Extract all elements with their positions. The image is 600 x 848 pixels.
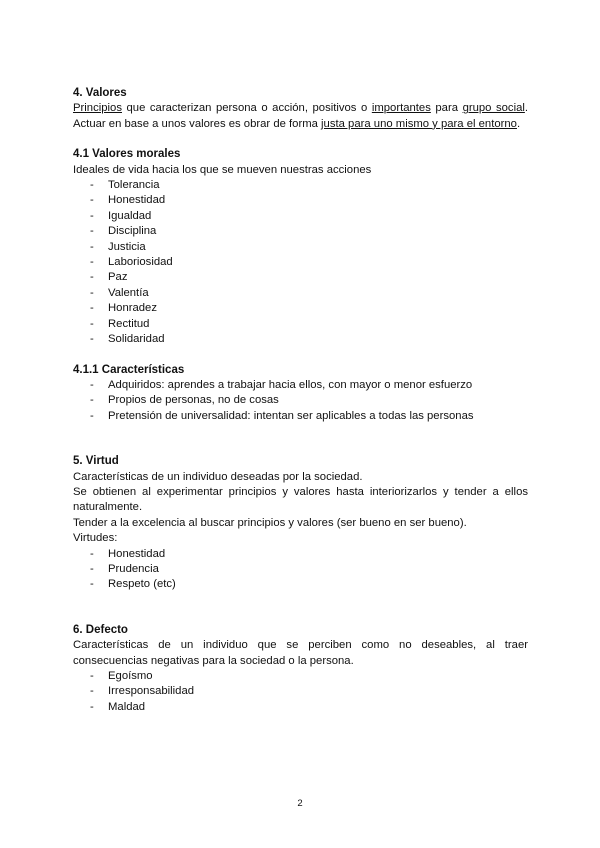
list-item: - Tolerancia (73, 178, 528, 193)
list-item: - Pretensión de universalidad: intentan ser aplicables a todas las personas (73, 409, 528, 424)
list-item: - Honradez (73, 301, 528, 316)
defectos-list (73, 669, 528, 715)
section-4-1-intro: Ideales de vida hacia los que se mueven nuestras acciones (73, 163, 372, 176)
list-item: - Honestidad (73, 547, 528, 562)
document-page (73, 86, 528, 715)
section-6-line-1: Características de un individuo que se perciben como no deseables, al traer consecuencias negativas para la sociedad o la persona. (73, 639, 528, 667)
link-principios[interactable]: Principios (73, 102, 122, 115)
link-grupo-social[interactable]: grupo social (462, 102, 525, 115)
list-item: - Irresponsabilidad (73, 684, 528, 699)
section-4-1-1-title: 4.1.1 Características (73, 363, 185, 376)
list-item: - Disciplina (73, 224, 528, 239)
list-item: - Egoísmo (73, 669, 528, 684)
section-6-title: 6. Defecto (73, 623, 128, 636)
link-importantes[interactable]: importantes (371, 102, 431, 115)
list-item: - Laboriosidad (73, 255, 528, 270)
link-justa[interactable]: justa para uno mismo y para el entorno (321, 117, 517, 130)
list-item: - Valentía (73, 286, 528, 301)
list-item: - Honestidad (73, 193, 528, 208)
section-4-paragraph: Principios que caracterizan persona o acción, positivos o importantes para grupo social. Actuar en base a unos valores es obrar de forma justa para uno mismo y para el entorno. (73, 102, 529, 130)
section-5-line-2: Se obtienen al experimentar principios y valores hasta interiorizarlos y tender a ellos naturalmente. (73, 485, 528, 514)
caracteristicas-list (73, 378, 528, 424)
virtudes-list (73, 547, 528, 593)
section-5-line-3: Tender a la excelencia al buscar principios y valores (ser bueno en ser bueno). (73, 516, 467, 529)
page-number: 2 (297, 798, 303, 809)
list-item: - Rectitud (73, 317, 528, 332)
list-item: - Solidaridad (73, 332, 528, 347)
list-item: - Adquiridos: aprendes a trabajar hacia ellos, con mayor o menor esfuerzo (73, 378, 528, 393)
section-5-title: 5. Virtud (73, 455, 119, 468)
valores-morales-list (73, 178, 528, 347)
list-item: - Propios de personas, no de cosas (73, 393, 528, 408)
section-5-line-4: Virtudes: (73, 532, 118, 545)
section-4-title: 4. Valores (73, 87, 127, 99)
list-item: - Prudencia (73, 562, 528, 577)
section-5-line-1: Características de un individuo deseadas por la sociedad. (73, 470, 363, 483)
list-item: - Paz (73, 270, 528, 285)
list-item: - Maldad (73, 700, 528, 715)
list-item: - Respeto (etc) (73, 577, 528, 592)
list-item: - Justicia (73, 240, 528, 255)
section-4-1-title: 4.1 Valores morales (73, 148, 181, 161)
list-item: - Igualdad (73, 209, 528, 224)
